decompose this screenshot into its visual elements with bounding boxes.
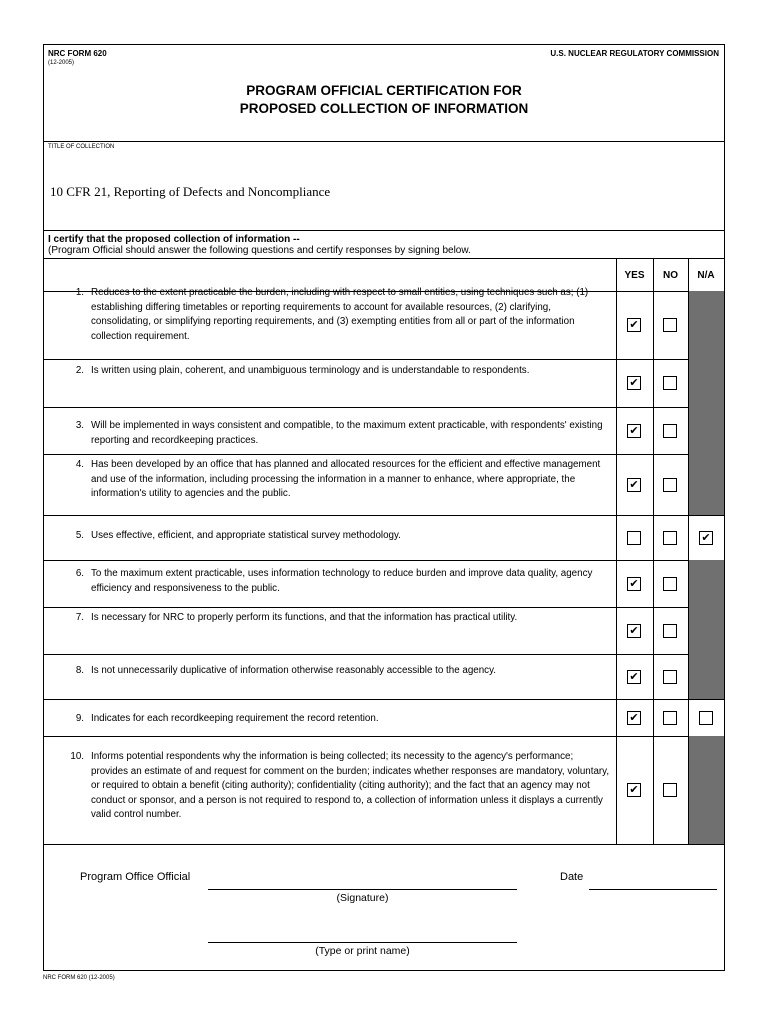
question-text: Is necessary for NRC to properly perform its functions, and that the information has practical utility. — [91, 612, 518, 623]
checkbox-no[interactable] — [663, 711, 677, 725]
na-shaded-cell — [689, 560, 724, 607]
column-no: NO — [663, 269, 678, 281]
checkbox-no[interactable] — [663, 783, 677, 797]
form — [43, 44, 725, 971]
checkbox-na[interactable]: ✔ — [699, 531, 713, 545]
collection-title-field[interactable]: 10 CFR 21, Reporting of Defects and Noncompliance — [50, 184, 331, 199]
question-text: Has been developed by an office that has planned and allocated resources for the efficient and effective management and use of the information, including processing the information in a manner to enhance, where appropriate, the information's utility to agencies and the public. — [91, 459, 601, 499]
checkbox-yes[interactable]: ✔ — [627, 424, 641, 438]
checkbox-yes[interactable]: ✔ — [627, 318, 641, 332]
column-na: N/A — [697, 269, 715, 281]
checkbox-yes[interactable]: ✔ — [627, 624, 641, 638]
row-divider — [44, 407, 688, 408]
column-divider — [653, 258, 654, 844]
date-line[interactable] — [589, 889, 717, 890]
question-text: Uses effective, efficient, and appropriate statistical survey methodology. — [91, 530, 401, 541]
question-number: 10. — [70, 751, 84, 762]
question-number: 6. — [75, 568, 84, 579]
certification-instruction: (Program Official should answer the following questions and certify responses by signing below. — [48, 245, 471, 256]
form-title-line2: PROPOSED COLLECTION OF INFORMATION — [239, 101, 529, 116]
checkbox-no[interactable] — [663, 424, 677, 438]
row-divider — [44, 359, 688, 360]
collection-title-label: TITLE OF COLLECTION — [48, 144, 115, 150]
question-text: Reduces to the extent practicable the burden, including with respect to small entities, using techniques such as; (1) establishing differing timetables or reporting requirements to account for available resources, (2) clarifying, consolidating, or simplifying reporting requirements, and (3) exempting entities from all or part of the information collection requirement. — [91, 287, 589, 342]
na-shaded-cell — [689, 454, 724, 515]
checkbox-na[interactable] — [699, 711, 713, 725]
row-divider — [44, 607, 688, 608]
na-shaded-cell — [689, 736, 724, 844]
question-text: Will be implemented in ways consistent and compatible, to the maximum extent practicable, with respondents' existing reporting and recordkeeping practices. — [91, 420, 603, 446]
checkbox-yes[interactable]: ✔ — [627, 577, 641, 591]
question-number: 5. — [75, 530, 84, 541]
question-number: 8. — [75, 665, 84, 676]
row-divider — [44, 560, 724, 561]
checkbox-no[interactable] — [663, 531, 677, 545]
checkbox-no[interactable] — [663, 624, 677, 638]
form-header — [44, 45, 724, 142]
checkbox-yes[interactable]: ✔ — [627, 670, 641, 684]
signature-line[interactable] — [208, 889, 517, 890]
row-divider — [44, 454, 688, 455]
na-shaded-cell — [689, 291, 724, 359]
name-line[interactable] — [208, 942, 517, 943]
name-caption: (Type or print name) — [315, 945, 410, 957]
question-text: To the maximum extent practicable, uses information technology to reduce burden and improve data quality, agency efficiency and responsiveness to the public. — [91, 568, 593, 594]
na-shaded-cell — [689, 359, 724, 407]
column-divider — [616, 258, 617, 844]
question-number: 3. — [75, 420, 84, 431]
checkbox-no[interactable] — [663, 318, 677, 332]
row-divider — [44, 515, 724, 516]
question-number: 1. — [75, 287, 84, 298]
checkbox-no[interactable] — [663, 670, 677, 684]
agency-name: U.S. NUCLEAR REGULATORY COMMISSION — [550, 49, 719, 58]
certification-intro: I certify that the proposed collection of information -- — [48, 234, 300, 245]
form-number: NRC FORM 620 — [48, 49, 107, 58]
divider — [44, 230, 724, 231]
form-title-line1: PROGRAM OFFICIAL CERTIFICATION FOR — [246, 83, 522, 98]
question-number: 9. — [75, 713, 84, 724]
column-yes: YES — [624, 269, 645, 281]
row-divider — [44, 736, 724, 737]
row-divider — [44, 654, 688, 655]
signature-caption: (Signature) — [336, 892, 389, 904]
checkbox-no[interactable] — [663, 376, 677, 390]
date-label: Date — [560, 871, 584, 883]
checkbox-yes[interactable]: ✔ — [627, 376, 641, 390]
checkbox-no[interactable] — [663, 478, 677, 492]
na-shaded-cell — [689, 607, 724, 654]
question-number: 2. — [75, 365, 84, 376]
question-text: Is not unnecessarily duplicative of information otherwise reasonably accessible to the agency. — [91, 665, 496, 676]
checkbox-yes[interactable] — [627, 531, 641, 545]
checkbox-yes[interactable]: ✔ — [627, 783, 641, 797]
checkbox-yes[interactable]: ✔ — [627, 711, 641, 725]
row-divider — [44, 699, 724, 700]
question-number: 7. — [75, 612, 84, 623]
form-date: (12-2005) — [48, 60, 75, 66]
question-text: Indicates for each recordkeeping requirement the record retention. — [91, 713, 379, 724]
question-number: 4. — [75, 459, 84, 470]
na-shaded-cell — [689, 654, 724, 699]
checkbox-no[interactable] — [663, 577, 677, 591]
official-label: Program Office Official — [80, 871, 191, 883]
question-text: Is written using plain, coherent, and unambiguous terminology and is understandable to respondents. — [91, 365, 530, 376]
checkbox-yes[interactable]: ✔ — [627, 478, 641, 492]
footer-form-number: NRC FORM 620 (12-2005) — [43, 975, 115, 981]
divider — [44, 844, 724, 845]
na-shaded-cell — [689, 407, 724, 454]
question-text: Informs potential respondents why the information is being collected; its necessity to the agency's performance; provides an estimate of and request for comment on the burden; indicates whether responses are mandatory, voluntary, or required to obtain a benefit (citing authority); confidentiality (citing authority); and the fact that an agency may not conduct or sponsor, and a person is not required to respond to, a collection of information unless it displays a currently valid control number. — [91, 751, 610, 820]
